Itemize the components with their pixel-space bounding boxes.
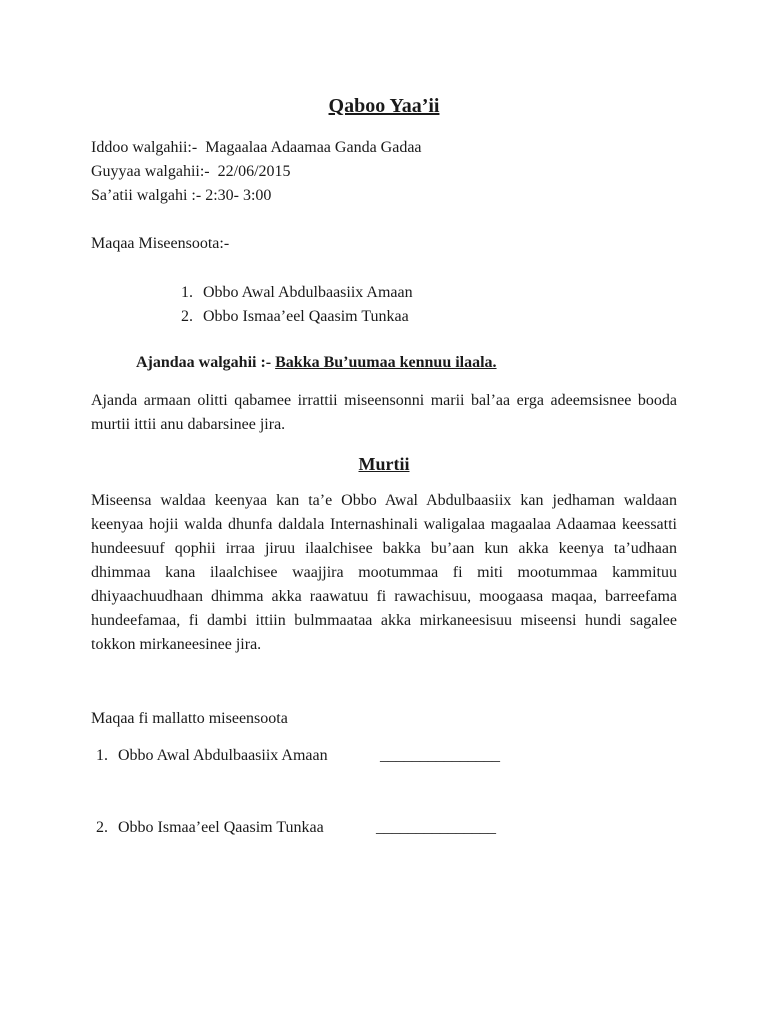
member-name: Obbo Ismaa’eel Qaasim Tunkaa (203, 308, 409, 325)
member-name: Obbo Awal Abdulbaasiix Amaan (203, 284, 413, 301)
meeting-time-line: Sa’atii walgahi :- 2:30- 3:00 (91, 187, 272, 204)
meeting-place-value: Magaalaa Adaamaa Ganda Gadaa (205, 139, 422, 156)
agenda-label: Ajandaa walgahii :- (136, 354, 272, 371)
document-title: Qaboo Yaa’ii (328, 95, 440, 117)
signature-number: 2. (96, 819, 108, 836)
meeting-place-line (91, 136, 422, 160)
agenda-paragraph: Ajanda armaan olitti qabamee irrattii miseensonni marii bal’aa erga adeemsisnee booda murtii ittii anu dabarsinee jira. (91, 392, 677, 433)
signature-line: _______________ (380, 747, 500, 764)
signature-number: 1. (96, 747, 108, 764)
signature-name: Obbo Ismaa’eel Qaasim Tunkaa (118, 819, 324, 836)
signature-item (96, 816, 324, 840)
meeting-date-value: 22/06/2015 (217, 163, 291, 180)
decision-heading: Murtii (358, 454, 410, 474)
signature-name: Obbo Awal Abdulbaasiix Amaan (118, 747, 328, 764)
agenda-line (136, 351, 497, 375)
decision-paragraph: Miseensa waldaa keenyaa kan ta’e Obbo Awal Abdulbaasiix kan jedhaman waldaan keenyaa hojii walda dhunfa daldala Internashinali waligalaa magaalaa Adaamaa keessatti hundeesuuf qophii irraa jiruu ilaalchisee bakka bu’aan kun akka keenya ta’udhaan dhimmaa kana ilaalchisee waajjira mootummaa fi miti mootummaa kammituu dhiyaachuudhaan dhimma akka raawatuu fi rawachisuu, moogaasa maqaa, barreefama hundeefamaa, fi dambi ittiin bulmmaataa akka mirkaneesisuu miseensi hundi sagalee tokkon mirkaneesinee jira. (91, 492, 677, 653)
signatures-heading: Maqaa fi mallatto miseensoota (91, 710, 288, 727)
agenda-value: Bakka Bu’uumaa kennuu ilaala. (275, 354, 497, 371)
member-number: 1. (181, 284, 193, 301)
meeting-date-label: Guyyaa walgahii:- (91, 163, 210, 180)
meeting-date-line (91, 160, 291, 184)
member-item (181, 305, 409, 329)
members-heading: Maqaa Miseensoota:- (91, 235, 230, 252)
member-number: 2. (181, 308, 193, 325)
member-item (181, 281, 413, 305)
signature-item (96, 744, 328, 768)
signature-line: _______________ (376, 819, 496, 836)
meeting-place-label: Iddoo walgahii:- (91, 139, 198, 156)
